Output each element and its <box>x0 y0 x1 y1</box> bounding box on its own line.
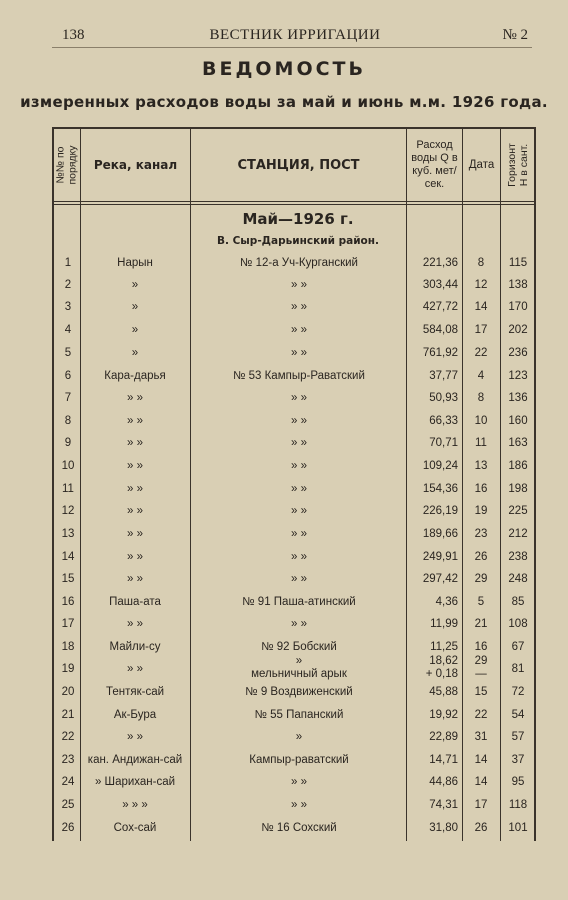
cell-horizon: 202 <box>508 324 528 336</box>
cell-station: № 91 Паша-атинский <box>242 596 356 608</box>
cell-flow: 45,88 <box>429 686 458 698</box>
cell-horizon: 160 <box>508 415 528 427</box>
cell-date: 8 <box>477 257 485 269</box>
cell-flow2: + 0,18 <box>425 668 458 680</box>
cell-flow: 4,36 <box>435 596 458 608</box>
cell-date: 26 <box>474 551 488 563</box>
cell-flow: 109,24 <box>422 460 458 472</box>
issue-number: № 2 <box>502 27 528 43</box>
cell-date: 13 <box>474 460 488 472</box>
table-row <box>52 276 536 296</box>
cell-station2: мельничный арык <box>251 668 347 680</box>
cell-date: 23 <box>474 528 488 540</box>
header-cell-date <box>463 129 500 201</box>
table-row <box>52 457 536 477</box>
cell-no: 5 <box>64 347 72 359</box>
table-row <box>52 615 536 635</box>
cell-no: 26 <box>61 822 75 834</box>
cell-river: » » <box>127 731 143 743</box>
cell-date: 21 <box>474 618 488 630</box>
cell-station: » » <box>291 551 307 563</box>
cell-horizon: 95 <box>511 776 525 788</box>
cell-station: » » <box>291 279 307 291</box>
header-number-label: №№ по порядку <box>55 145 79 185</box>
cell-horizon: 72 <box>511 686 525 698</box>
table-row <box>52 548 536 568</box>
page-number: 138 <box>62 27 85 43</box>
cell-no: 21 <box>61 709 75 721</box>
cell-no: 25 <box>61 799 75 811</box>
table-row <box>52 412 536 432</box>
running-header <box>62 27 528 47</box>
cell-river: » » <box>127 618 143 630</box>
cell-horizon: 37 <box>511 754 525 766</box>
table-row <box>52 480 536 500</box>
cell-river: Тентяк-сай <box>105 686 165 698</box>
cell-horizon: 118 <box>508 799 528 811</box>
cell-date: 14 <box>474 776 488 788</box>
cell-date: 26 <box>474 822 488 834</box>
header-rule <box>52 47 532 48</box>
cell-flow: 189,66 <box>422 528 458 540</box>
cell-station: № 53 Кампыр-Раватский <box>233 370 365 382</box>
header-cell-river <box>81 129 190 201</box>
cell-no: 16 <box>61 596 75 608</box>
cell-river: » » <box>127 437 143 449</box>
cell-river: » <box>131 279 139 291</box>
cell-station: » » <box>291 324 307 336</box>
cell-station: » <box>295 655 303 667</box>
cell-horizon: 81 <box>511 663 525 675</box>
table-row <box>52 254 536 274</box>
cell-horizon: 101 <box>508 822 528 834</box>
cell-flow: 297,42 <box>422 573 458 585</box>
cell-date: 5 <box>477 596 485 608</box>
cell-horizon: 248 <box>508 573 528 585</box>
cell-river: » » <box>127 573 143 585</box>
table-row <box>52 796 536 816</box>
cell-no: 11 <box>62 483 74 495</box>
table-row <box>52 706 536 726</box>
cell-no: 8 <box>64 415 72 427</box>
cell-no: 14 <box>61 551 75 563</box>
cell-flow: 37,77 <box>429 370 458 382</box>
cell-date: 17 <box>474 799 488 811</box>
cell-no: 23 <box>61 754 75 766</box>
cell-station: » » <box>291 505 307 517</box>
cell-date2: — <box>475 668 487 680</box>
cell-no: 1 <box>64 257 72 269</box>
cell-flow: 221,36 <box>422 257 458 269</box>
cell-river: Кара-дарья <box>104 370 166 382</box>
cell-horizon: 67 <box>511 641 525 653</box>
cell-no: 4 <box>64 324 72 336</box>
cell-flow: 22,89 <box>429 731 458 743</box>
cell-no: 9 <box>64 437 72 449</box>
cell-no: 24 <box>61 776 75 788</box>
cell-no: 22 <box>61 731 75 743</box>
cell-no: 15 <box>61 573 75 585</box>
cell-no: 7 <box>64 392 72 404</box>
header-horizon-label: Горизонт Н в сант. <box>506 143 531 187</box>
table-row <box>52 502 536 522</box>
cell-no: 20 <box>61 686 75 698</box>
header-cell-station <box>191 129 406 201</box>
cell-flow: 303,44 <box>422 279 458 291</box>
cell-date: 31 <box>474 731 488 743</box>
cell-horizon: 186 <box>508 460 528 472</box>
cell-station: » » <box>291 483 307 495</box>
cell-no: 13 <box>61 528 75 540</box>
cell-river: » » <box>127 663 143 675</box>
cell-flow: 761,92 <box>422 347 458 359</box>
cell-date: 11 <box>475 437 487 449</box>
cell-flow: 18,62 <box>429 655 458 667</box>
cell-horizon: 115 <box>508 257 528 269</box>
cell-river: кан. Андижан-сай <box>87 754 183 766</box>
cell-date: 16 <box>474 641 488 653</box>
cell-flow: 154,36 <box>422 483 458 495</box>
cell-horizon: 170 <box>508 301 528 313</box>
cell-horizon: 54 <box>511 709 525 721</box>
cell-no: 2 <box>64 279 72 291</box>
cell-river: » » <box>127 392 143 404</box>
cell-flow: 249,91 <box>422 551 458 563</box>
header-station-label: СТАНЦИЯ, ПОСТ <box>237 157 360 173</box>
cell-river: » » <box>127 551 143 563</box>
section-month-heading: Май—1926 г. <box>242 210 354 228</box>
cell-horizon: 136 <box>508 392 528 404</box>
cell-river: » <box>131 301 139 313</box>
cell-river: » » <box>127 483 143 495</box>
cell-date: 29 <box>474 655 488 667</box>
table-row <box>52 593 536 613</box>
cell-horizon: 163 <box>508 437 528 449</box>
cell-station: » » <box>291 392 307 404</box>
cell-no: 18 <box>61 641 75 653</box>
table-row <box>52 751 536 771</box>
cell-station: » » <box>291 618 307 630</box>
cell-no: 3 <box>64 301 72 313</box>
table-row <box>52 321 536 341</box>
cell-flow: 14,71 <box>429 754 458 766</box>
cell-flow: 19,92 <box>429 709 458 721</box>
cell-date: 14 <box>474 301 488 313</box>
header-cell-horizon <box>501 129 535 201</box>
table-row <box>52 298 536 318</box>
document-title: ВЕДОМОСТЬ <box>202 58 366 80</box>
cell-flow: 66,33 <box>429 415 458 427</box>
cell-date: 17 <box>474 324 488 336</box>
cell-river: Майли-су <box>109 641 161 653</box>
cell-river: » » <box>127 505 143 517</box>
header-flow-label: Расход воды Q в куб. мет/сек. <box>411 139 458 190</box>
cell-station: » » <box>291 347 307 359</box>
cell-date: 22 <box>474 709 488 721</box>
cell-date: 15 <box>474 686 488 698</box>
header-river-label: Река, канал <box>93 158 178 172</box>
cell-horizon: 212 <box>508 528 528 540</box>
table-row <box>52 389 536 409</box>
cell-date: 19 <box>474 505 488 517</box>
cell-horizon: 238 <box>508 551 528 563</box>
header-cell-flow <box>407 129 462 201</box>
table-row <box>52 344 536 364</box>
cell-horizon: 57 <box>511 731 525 743</box>
cell-horizon: 138 <box>508 279 528 291</box>
table-row <box>52 655 536 680</box>
table-row <box>52 773 536 793</box>
cell-station: » » <box>291 415 307 427</box>
cell-station: » » <box>291 301 307 313</box>
journal-title: ВЕСТНИК ИРРИГАЦИИ <box>209 27 381 43</box>
section-region-heading: В. Сыр-Дарьинский район. <box>216 235 380 247</box>
cell-flow: 44,86 <box>429 776 458 788</box>
table-row <box>52 525 536 545</box>
cell-station: » » <box>291 573 307 585</box>
cell-river: » <box>131 324 139 336</box>
document-subtitle: измеренных расходов воды за май и июнь м.м. 1926 года. <box>20 93 548 111</box>
table-row <box>52 819 536 839</box>
cell-date: 16 <box>474 483 488 495</box>
table-row <box>52 434 536 454</box>
cell-station: » » <box>291 528 307 540</box>
cell-station: № 55 Папанский <box>254 709 344 721</box>
cell-date: 4 <box>477 370 485 382</box>
cell-station: № 9 Воздвиженский <box>245 686 353 698</box>
table-row <box>52 683 536 703</box>
cell-station: » » <box>291 460 307 472</box>
cell-river: Сох-сай <box>113 822 157 834</box>
header-date-label: Дата <box>468 159 495 171</box>
cell-flow: 226,19 <box>422 505 458 517</box>
header-rule-thick <box>52 201 536 202</box>
cell-river: » Шарихан-сай <box>94 776 176 788</box>
cell-no: 17 <box>61 618 75 630</box>
cell-flow: 74,31 <box>429 799 458 811</box>
cell-flow: 584,08 <box>422 324 458 336</box>
cell-river: Паша-ата <box>109 596 161 608</box>
cell-date: 29 <box>474 573 488 585</box>
cell-river: » » <box>127 460 143 472</box>
cell-horizon: 85 <box>511 596 525 608</box>
cell-date: 8 <box>477 392 485 404</box>
cell-station: № 92 Бобский <box>261 641 337 653</box>
cell-no: 6 <box>64 370 72 382</box>
cell-horizon: 108 <box>508 618 528 630</box>
table-row <box>52 728 536 748</box>
table-row <box>52 570 536 590</box>
cell-date: 12 <box>474 279 488 291</box>
header-rule-thin <box>52 204 536 205</box>
cell-station: » » <box>291 437 307 449</box>
cell-no: 10 <box>61 460 75 472</box>
cell-horizon: 236 <box>508 347 528 359</box>
cell-date: 10 <box>474 415 488 427</box>
cell-river: Ак-Бура <box>113 709 157 721</box>
cell-river: » » » <box>122 799 148 811</box>
cell-no: 12 <box>61 505 75 517</box>
cell-horizon: 225 <box>508 505 528 517</box>
cell-flow: 50,93 <box>429 392 458 404</box>
cell-river: Нарын <box>117 257 153 269</box>
cell-date: 22 <box>474 347 488 359</box>
cell-flow: 427,72 <box>422 301 458 313</box>
table-row <box>52 367 536 387</box>
header-cell-number <box>54 129 80 201</box>
cell-no: 19 <box>61 663 75 675</box>
cell-flow: 31,80 <box>429 822 458 834</box>
cell-station: № 12-а Уч-Курганский <box>240 257 358 269</box>
cell-flow: 11,99 <box>430 618 458 630</box>
cell-horizon: 198 <box>508 483 528 495</box>
cell-horizon: 123 <box>508 370 528 382</box>
cell-station: » » <box>291 776 307 788</box>
cell-station: » <box>295 731 303 743</box>
cell-flow: 11,25 <box>430 641 458 653</box>
cell-river: » <box>131 347 139 359</box>
cell-date: 14 <box>474 754 488 766</box>
cell-station: » » <box>291 799 307 811</box>
cell-flow: 70,71 <box>429 437 458 449</box>
cell-river: » » <box>127 415 143 427</box>
cell-station: Кампыр-раватский <box>249 754 349 766</box>
cell-river: » » <box>127 528 143 540</box>
cell-station: № 16 Сохский <box>261 822 337 834</box>
